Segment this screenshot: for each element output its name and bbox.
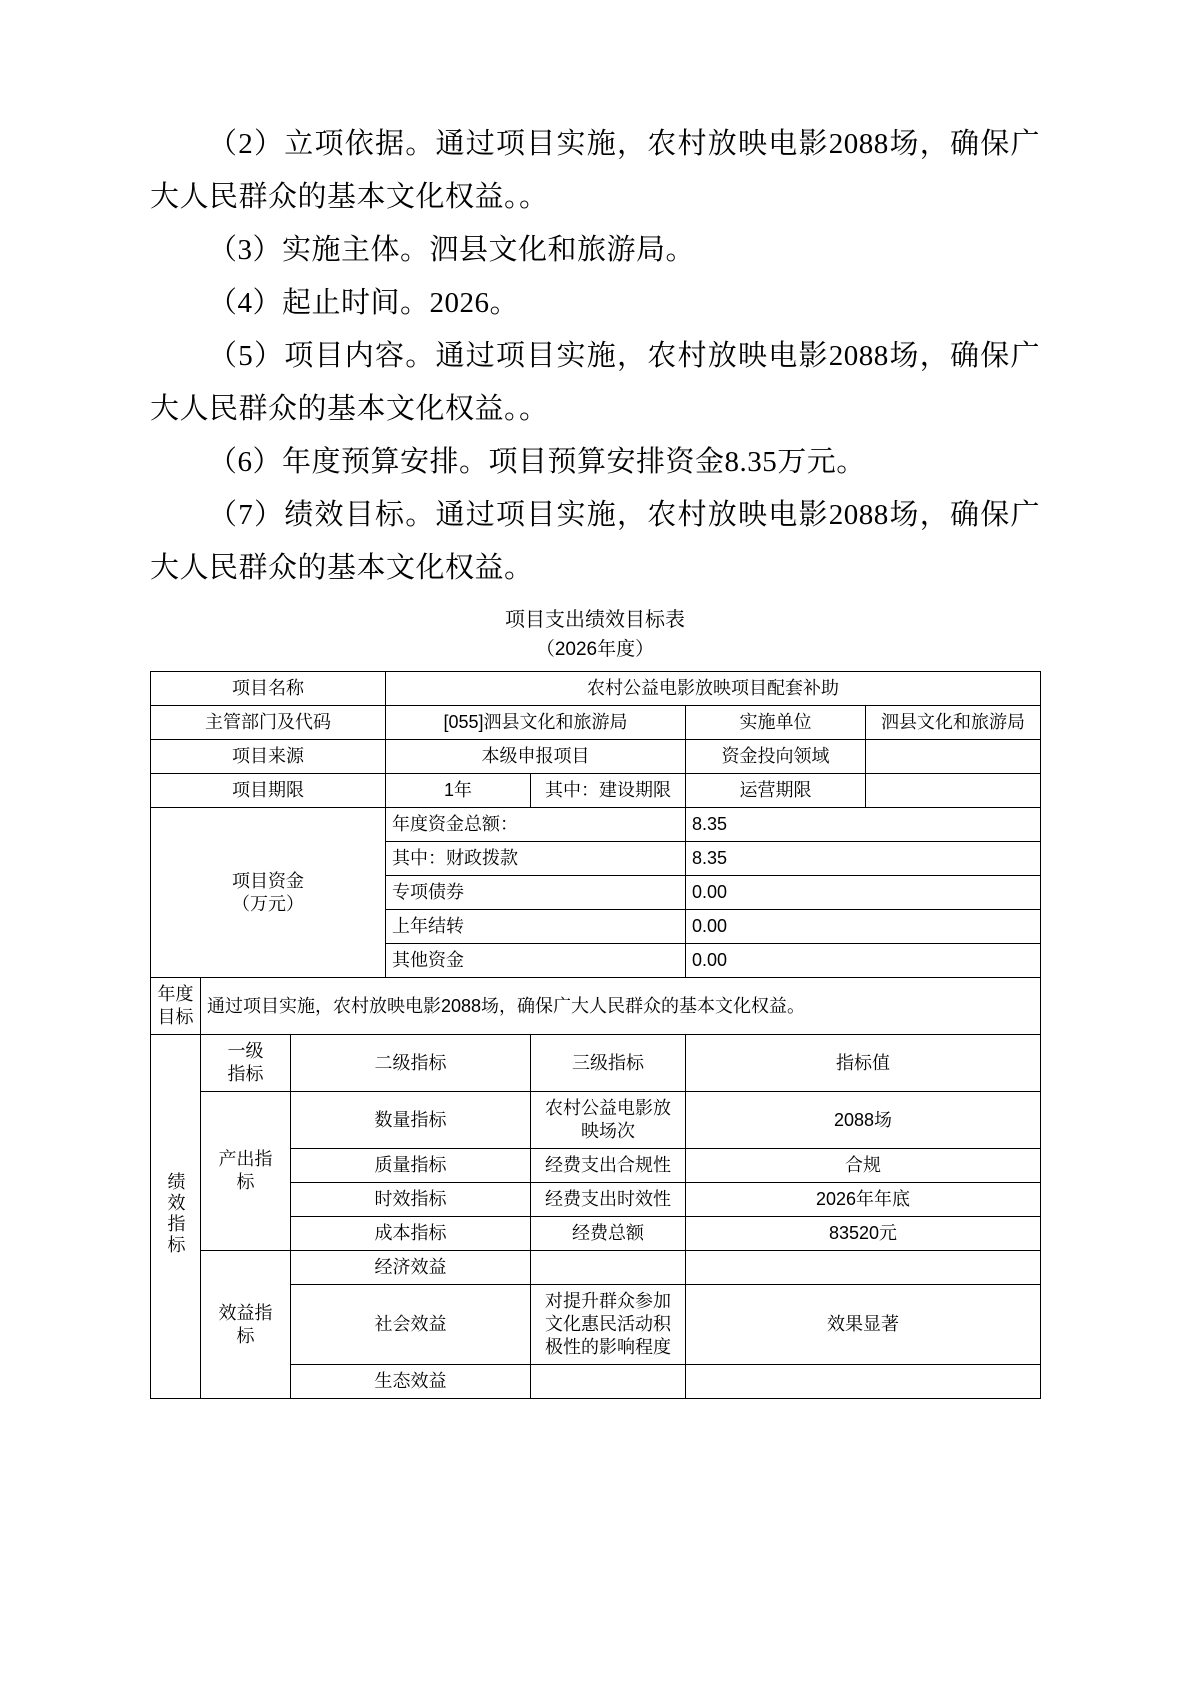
- indicator-level3: [531, 1365, 686, 1399]
- label-project-funds-line2: （万元）: [232, 893, 304, 914]
- paragraph-6: （6）年度预算安排。项目预算安排资金8.35万元。: [208, 446, 866, 478]
- label-annual-goal-line1: 年度: [157, 984, 194, 1004]
- value-project-name: 农村公益电影放映项目配套补助: [386, 672, 1041, 706]
- value-project-period: 1年: [386, 774, 531, 808]
- label-project-funds-line1: 项目资金: [232, 870, 304, 891]
- paragraph-7: （7）绩效目标。通过项目实施，农村放映电影2088场，确保广大人民群众的基本文化权益。: [150, 499, 1040, 584]
- table-row-fund-total: [151, 808, 1041, 842]
- indicator-value: 83520元: [686, 1217, 1041, 1251]
- indicator-level2: 质量指标: [291, 1149, 531, 1183]
- value-annual-goal: 通过项目实施，农村放映电影2088场，确保广大人民群众的基本文化权益。: [201, 978, 1041, 1035]
- indicator-level2: 数量指标: [291, 1092, 531, 1149]
- fund-item-name: 其他资金: [386, 944, 686, 978]
- label-construction-period: 其中：建设期限: [531, 774, 686, 808]
- paragraph-3: （3）实施主体。泗县文化和旅游局。: [208, 234, 696, 266]
- table-row-source: [151, 740, 1041, 774]
- indicator-level2: 经济效益: [291, 1251, 531, 1285]
- paragraph-4: （4）起止时间。2026。: [208, 287, 520, 319]
- fund-item-value: 8.35: [686, 842, 1041, 876]
- fund-item-name: 其中：财政拨款: [386, 842, 686, 876]
- indicator-level3: 对提升群众参加文化惠民活动积极性的影响程度: [531, 1285, 686, 1365]
- indicator-level3: [531, 1251, 686, 1285]
- fund-item-value: 0.00: [686, 876, 1041, 910]
- paragraph-5: （5）项目内容。通过项目实施，农村放映电影2088场，确保广大人民群众的基本文化权益。。: [150, 340, 1040, 425]
- indicator-level3: 经费支出时效性: [531, 1183, 686, 1217]
- value-implementing-unit: 泗县文化和旅游局: [866, 706, 1041, 740]
- fund-item-value: 0.00: [686, 944, 1041, 978]
- table-row-annual-goal: [151, 978, 1041, 1035]
- label-implementing-unit: 实施单位: [686, 706, 866, 740]
- header-level1: 一级 指标: [201, 1035, 291, 1092]
- header-level2: 二级指标: [291, 1035, 531, 1092]
- table-row-period: [151, 774, 1041, 808]
- fund-item-value: 0.00: [686, 910, 1041, 944]
- table-row-indicator: [151, 1092, 1041, 1149]
- indicator-level2: 时效指标: [291, 1183, 531, 1217]
- indicator-value: 合规: [686, 1149, 1041, 1183]
- label-funding-field: 资金投向领域: [686, 740, 866, 774]
- value-department-code: [055]泗县文化和旅游局: [386, 706, 686, 740]
- fund-item-value: 8.35: [686, 808, 1041, 842]
- indicator-value: 2088场: [686, 1092, 1041, 1149]
- fund-item-name: 专项债券: [386, 876, 686, 910]
- table-row-department: [151, 706, 1041, 740]
- indicator-value: 效果显著: [686, 1285, 1041, 1365]
- label-project-name: 项目名称: [151, 672, 386, 706]
- label-operation-period: 运营期限: [686, 774, 866, 808]
- indicator-level2: 生态效益: [291, 1365, 531, 1399]
- value-funding-field: [866, 740, 1041, 774]
- fund-item-name: 年度资金总额：: [386, 808, 686, 842]
- indicator-level2: 社会效益: [291, 1285, 531, 1365]
- group-name-benefit: 效益指 标: [201, 1251, 291, 1399]
- fund-item-name: 上年结转: [386, 910, 686, 944]
- table-title: 项目支出绩效目标表: [505, 609, 685, 631]
- label-annual-goal-line2: 目标: [157, 1007, 194, 1027]
- label-department-code: 主管部门及代码: [151, 706, 386, 740]
- value-project-source: 本级申报项目: [386, 740, 686, 774]
- table-row-indicator: [151, 1251, 1041, 1285]
- header-level3: 三级指标: [531, 1035, 686, 1092]
- indicator-level3: 经费总额: [531, 1217, 686, 1251]
- group-name-output: 产出指 标: [201, 1092, 291, 1251]
- table-row-project-name: [151, 672, 1041, 706]
- table-subtitle: （2026年度）: [535, 639, 655, 660]
- value-operation-period: [866, 774, 1041, 808]
- label-project-funds: [151, 808, 386, 978]
- paragraph-2: （2）立项依据。通过项目实施，农村放映电影2088场，确保广大人民群众的基本文化权益。。: [150, 128, 1040, 213]
- label-annual-goal: [151, 978, 201, 1035]
- header-indicator-value: 指标值: [686, 1035, 1041, 1092]
- indicator-level2: 成本指标: [291, 1217, 531, 1251]
- table-row-indicator-header: [151, 1035, 1041, 1092]
- label-performance-indicators: 绩效指标: [151, 1035, 201, 1399]
- label-project-source: 项目来源: [151, 740, 386, 774]
- label-project-period: 项目期限: [151, 774, 386, 808]
- indicator-level3: 经费支出合规性: [531, 1149, 686, 1183]
- indicator-value: [686, 1365, 1041, 1399]
- performance-target-table: [150, 671, 1041, 1399]
- indicator-value: [686, 1251, 1041, 1285]
- indicator-level3: 农村公益电影放映场次: [531, 1092, 686, 1149]
- indicator-value: 2026年年底: [686, 1183, 1041, 1217]
